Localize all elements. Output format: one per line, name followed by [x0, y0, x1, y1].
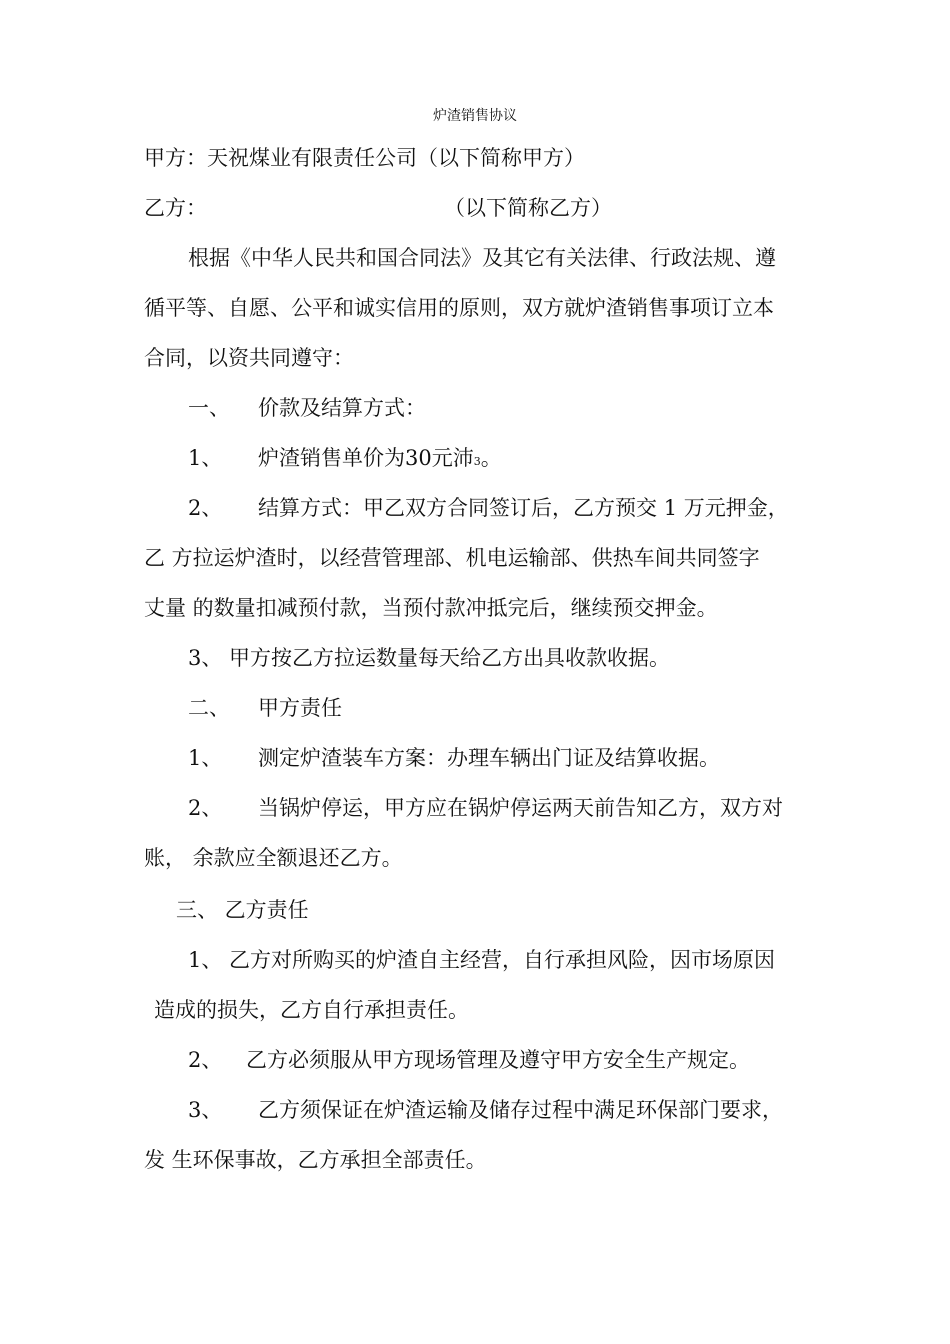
section2-item2-number: 2、 [188, 796, 223, 820]
party-a-line: 甲方：天祝煤业有限责任公司（以下简称甲方） [144, 146, 585, 170]
section3-heading: 三、 乙方责任 [176, 898, 309, 922]
section1-item2-text: 结算方式：甲乙双方合同签订后，乙方预交 [258, 496, 657, 520]
section3-item2-number: 2、 [188, 1048, 223, 1072]
preamble-line-3: 合同，以资共同遵守： [144, 346, 354, 370]
document-title: 炉渣销售协议 [433, 108, 517, 124]
section1-item2-number: 2、 [188, 496, 223, 520]
section3-item3-line-1: 乙方须保证在炉渣运输及储存过程中满足环保部门要求， [258, 1098, 783, 1122]
party-b-label: 乙方： [144, 196, 207, 220]
section1-item1-number: 1、 [188, 446, 223, 470]
section3-item1-line-2: 造成的损失，乙方自行承担责任。 [154, 998, 469, 1022]
section1-item1-sup: 3 [473, 455, 481, 468]
section3-item3-number: 3、 [188, 1098, 223, 1122]
section2-item2-line-2: 账， 余款应全额退还乙方。 [144, 846, 403, 870]
section1-item3: 3、 甲方按乙方拉运数量每天给乙方出具收款收据。 [188, 646, 671, 670]
section2-item2-line-1: 当锅炉停运，甲方应在锅炉停运两天前告知乙方，双方对 [258, 796, 783, 820]
section3-item3-line-2: 发 生环保事故，乙方承担全部责任。 [144, 1148, 487, 1172]
preamble-line-2: 循平等、自愿、公平和诚实信用的原则，双方就炉渣销售事项订立本 [144, 296, 774, 320]
section1-item2-line-2: 乙 方拉运炉渣时，以经营管理部、机电运输部、供热车间共同签字 [144, 546, 760, 570]
section2-title: 甲方责任 [258, 696, 342, 720]
preamble-line-1: 根据《中华人民共和国合同法》及其它有关法律、行政法规、遵 [188, 246, 776, 270]
section1-item1-price: 30 [405, 446, 432, 470]
section1-item2-tail: 万元押金， [683, 496, 789, 520]
section1-item2-amount: 1 [663, 496, 678, 520]
section1-item1-text: 炉渣销售单价为 [258, 446, 405, 470]
section1-item2-line-1 [258, 494, 789, 522]
section1-item2-line-3: 丈量 的数量扣减预付款，当预付款冲抵完后，继续预交押金。 [144, 596, 718, 620]
party-b-note: （以下简称乙方） [444, 196, 612, 220]
section1-item1-end: 。 [480, 446, 502, 470]
section1-item1 [258, 444, 502, 476]
section2-number: 二、 [188, 696, 230, 720]
section3-item1-line-1: 1、 乙方对所购买的炉渣自主经营，自行承担风险，因市场原因 [188, 948, 776, 972]
section2-item1-number: 1、 [188, 746, 223, 770]
section3-item2-text: 乙方必须服从甲方现场管理及遵守甲方安全生产规定。 [246, 1048, 750, 1072]
section1-item1-unit: 元沛 [431, 446, 474, 470]
section1-title: 价款及结算方式： [258, 396, 426, 420]
section1-number: 一、 [188, 396, 230, 420]
section2-item1-text: 测定炉渣装车方案：办理车辆出门证及结算收据。 [258, 746, 720, 770]
